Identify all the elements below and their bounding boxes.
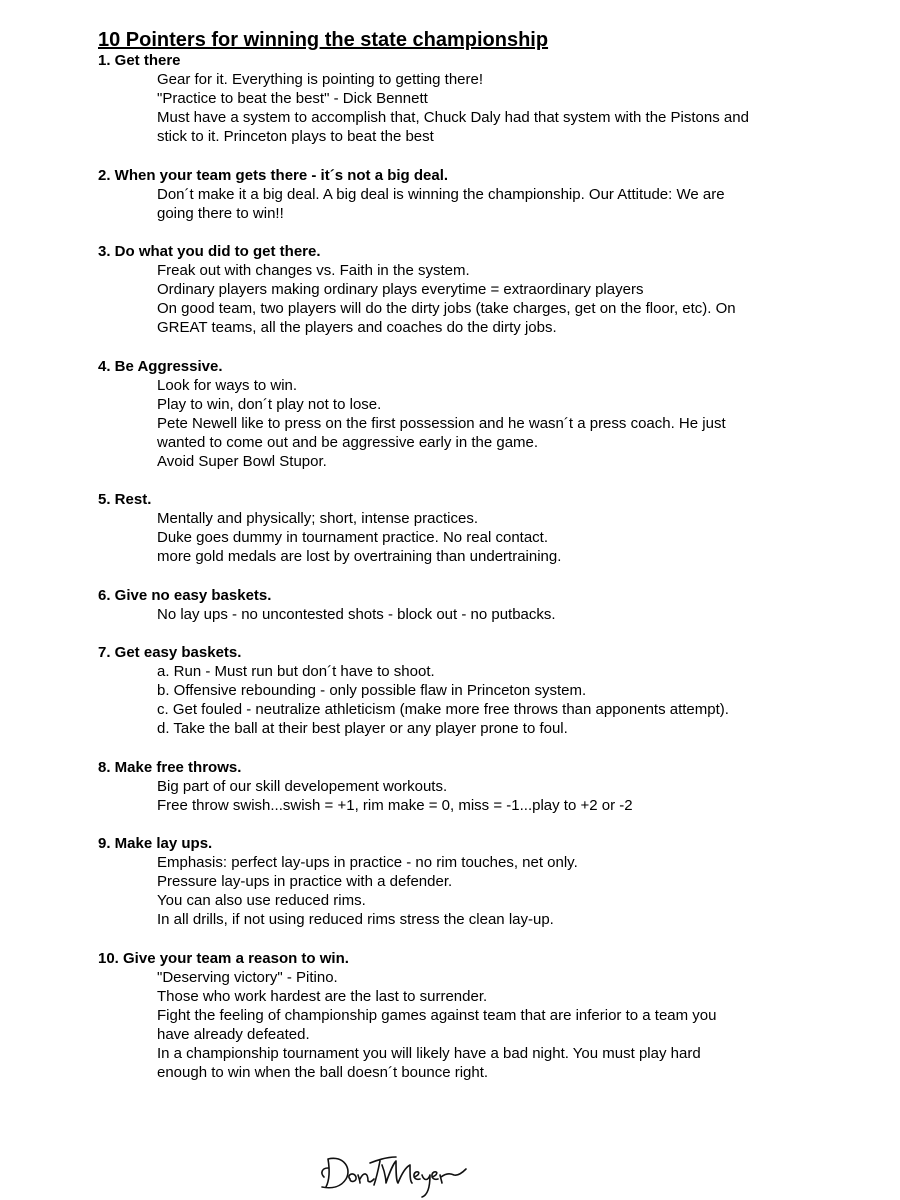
pointer-heading: 7. Get easy baskets. — [98, 644, 242, 661]
pointer-details — [98, 185, 828, 223]
pointer-detail-line: Duke goes dummy in tournament practice. No real contact. — [157, 529, 549, 546]
pointer-detail-line: In a championship tournament you will likely have a bad night. You must play hard — [157, 1044, 701, 1062]
pointer-heading: 9. Make lay ups. — [98, 835, 213, 852]
pointer-details — [98, 261, 828, 337]
pointer-detail-line: Play to win, don´t play not to lose. — [157, 395, 382, 413]
pointer-detail-line: enough to win when the ball doesn´t bounce right. — [157, 1063, 489, 1081]
pointer-details — [98, 968, 828, 1082]
pointer-heading: 2. When your team gets there - it´s not a big deal. — [98, 166, 449, 184]
pointer-detail-line: d. Take the ball at their best player or any player prone to foul. — [157, 720, 568, 737]
pointer-heading: 10. Give your team a reason to win. — [98, 949, 349, 967]
pointer-section-7 — [98, 643, 828, 738]
pointer-detail-line: Emphasis: perfect lay-ups in practice - no rim touches, net only. — [157, 854, 578, 871]
pointer-section-9 — [98, 834, 828, 929]
pointer-detail-line: have already defeated. — [157, 1025, 310, 1043]
pointer-detail-line: a. Run - Must run but don´t have to shoot. — [157, 663, 435, 680]
pointer-detail-line: Free throw swish...swish = +1, rim make = 0, miss = -1...play to +2 or -2 — [157, 796, 633, 814]
pointer-section-1 — [98, 51, 828, 146]
pointer-detail-line: more gold medals are lost by overtraining than undertraining. — [157, 548, 562, 565]
pointer-detail-line: Pete Newell like to press on the first possession and he wasn´t a press coach. He just — [157, 414, 726, 432]
pointer-detail-line: In all drills, if not using reduced rims stress the clean lay-up. — [157, 911, 554, 928]
pointer-detail-line: c. Get fouled - neutralize athleticism (make more free throws than apponents attempt). — [157, 701, 729, 718]
pointer-detail-line: Pressure lay-ups in practice with a defender. — [157, 873, 453, 890]
pointer-detail-line: Must have a system to accomplish that, Chuck Daly had that system with the Pistons and — [157, 109, 749, 126]
pointer-detail-line: No lay ups - no uncontested shots - block out - no putbacks. — [157, 605, 556, 623]
pointer-details — [98, 376, 828, 471]
pointer-details — [98, 662, 828, 738]
document-title: 10 Pointers for winning the state championship — [98, 29, 549, 51]
pointer-detail-line: Ordinary players making ordinary plays everytime = extraordinary players — [157, 281, 644, 298]
pointer-detail-line: "Practice to beat the best" - Dick Bennett — [157, 90, 428, 107]
pointer-section-6 — [98, 586, 828, 624]
pointer-detail-line: GREAT teams, all the players and coaches do the dirty jobs. — [157, 319, 557, 336]
pointer-section-2 — [98, 166, 828, 223]
pointer-details — [98, 777, 828, 815]
pointer-detail-line: You can also use reduced rims. — [157, 892, 366, 909]
pointer-section-4 — [98, 357, 828, 471]
pointer-heading: 4. Be Aggressive. — [98, 357, 223, 375]
pointer-detail-line: Don´t make it a big deal. A big deal is winning the championship. Our Attitude: We are — [157, 185, 725, 203]
pointer-detail-line: Those who work hardest are the last to surrender. — [157, 987, 488, 1005]
pointer-detail-line: Big part of our skill developement workouts. — [157, 777, 448, 795]
pointer-detail-line: stick to it. Princeton plays to beat the best — [157, 128, 434, 145]
pointer-section-8 — [98, 758, 828, 815]
pointer-detail-line: Avoid Super Bowl Stupor. — [157, 452, 327, 470]
pointer-detail-line: going there to win!! — [157, 204, 284, 222]
pointer-detail-line: Gear for it. Everything is pointing to getting there! — [157, 71, 484, 88]
pointer-detail-line: wanted to come out and be aggressive early in the game. — [157, 433, 539, 451]
pointer-details — [98, 853, 828, 929]
pointer-details — [98, 509, 828, 566]
pointers-list — [98, 51, 828, 1101]
pointer-section-10 — [98, 949, 828, 1082]
pointer-detail-line: Freak out with changes vs. Faith in the system. — [157, 262, 470, 279]
pointer-heading: 3. Do what you did to get there. — [98, 243, 321, 260]
pointer-detail-line: On good team, two players will do the dirty jobs (take charges, get on the floor, etc). On — [157, 300, 736, 317]
pointer-detail-line: b. Offensive rebounding - only possible flaw in Princeton system. — [157, 682, 587, 699]
pointer-details — [98, 70, 828, 146]
pointer-section-5 — [98, 490, 828, 566]
pointer-detail-line: "Deserving victory" - Pitino. — [157, 968, 338, 986]
pointer-detail-line: Look for ways to win. — [157, 376, 298, 394]
pointer-detail-line: Mentally and physically; short, intense practices. — [157, 510, 478, 527]
pointer-heading: 6. Give no easy baskets. — [98, 586, 272, 604]
pointer-details — [98, 605, 828, 624]
pointer-heading: 5. Rest. — [98, 491, 152, 508]
pointer-section-3 — [98, 242, 828, 337]
pointer-heading: 1. Get there — [98, 52, 181, 69]
pointer-heading: 8. Make free throws. — [98, 758, 242, 776]
signature-image — [310, 1135, 480, 1200]
pointer-detail-line: Fight the feeling of championship games against team that are inferior to a team you — [157, 1006, 717, 1024]
